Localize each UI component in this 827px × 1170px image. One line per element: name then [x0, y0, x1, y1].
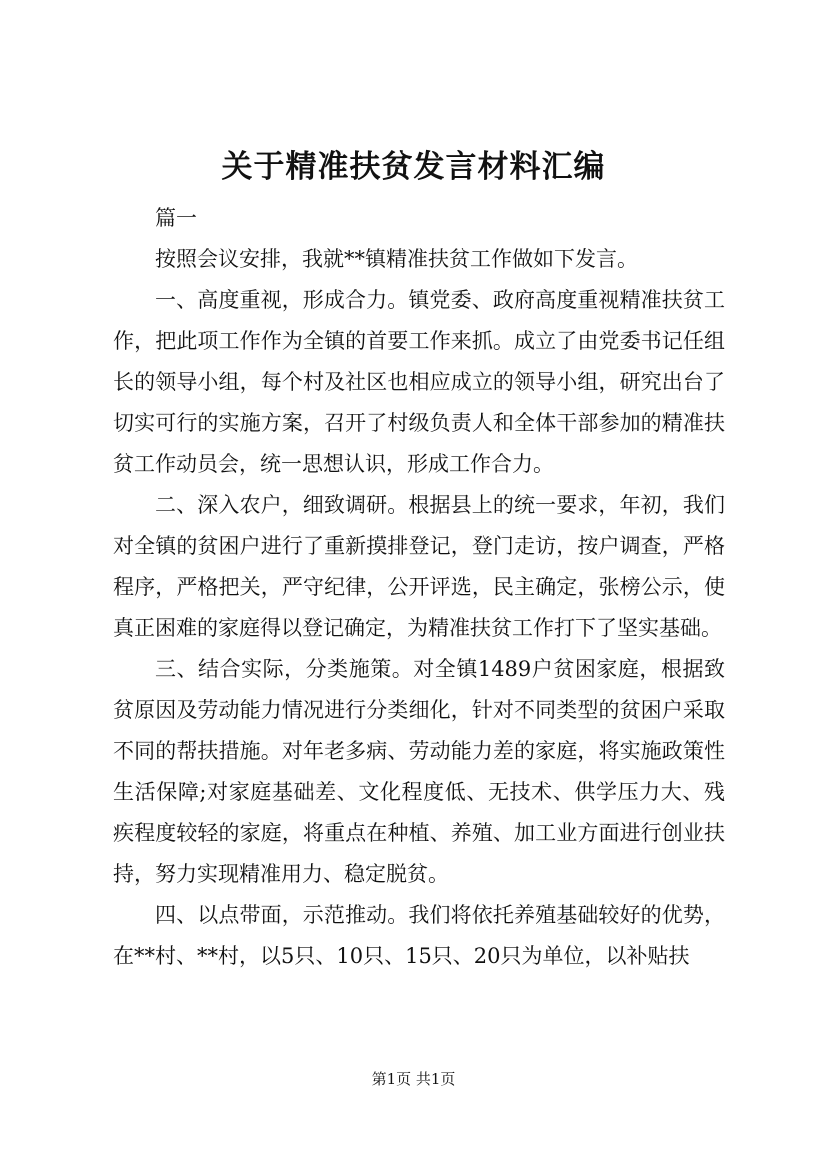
document-title: 关于精准扶贫发言材料汇编 [221, 149, 606, 185]
body-paragraph: 三、结合实际，分类施策。对全镇1489户贫困家庭，根据致贫原因及劳动能力情况进行分类细化，针对不同类型的贫困户采取不同的帮扶措施。对年老多病、劳动能力差的家庭，将实施政策性生活保障;对家庭基础差、文化程度低、无技术、供学压力大、残疾程度较轻的家庭，将重点在种植、养殖、加工业方面进行创业扶持，努力实现精准用力、稳定脱贫。 [113, 657, 725, 886]
section-heading: 篇一 [155, 206, 197, 230]
page-footer: 第1页 共1页 [371, 1070, 456, 1088]
body-paragraph: 按照会议安排，我就**镇精准扶贫工作做如下发言。 [155, 247, 638, 271]
body-paragraph: 四、以点带面，示范推动。我们将依托养殖基础较好的优势，在**村、**村，以5只、10只、15只、20只为单位，以补贴扶 [113, 903, 725, 968]
document-body [113, 198, 725, 977]
body-paragraph: 二、深入农户，细致调研。根据县上的统一要求，年初，我们对全镇的贫困户进行了重新摸排登记，登门走访，按户调查，严格程序，严格把关，严守纪律，公开评选，民主确定，张榜公示，使真正困难的家庭得以登记确定，为精准扶贫工作打下了坚实基础。 [113, 493, 725, 640]
body-paragraph: 一、高度重视，形成合力。镇党委、政府高度重视精准扶贫工作，把此项工作作为全镇的首要工作来抓。成立了由党委书记任组长的领导小组，每个村及社区也相应成立的领导小组，研究出台了切实可行的实施方案，召开了村级负责人和全体干部参加的精准扶贫工作动员会，统一思想认识，形成工作合力。 [113, 288, 725, 476]
